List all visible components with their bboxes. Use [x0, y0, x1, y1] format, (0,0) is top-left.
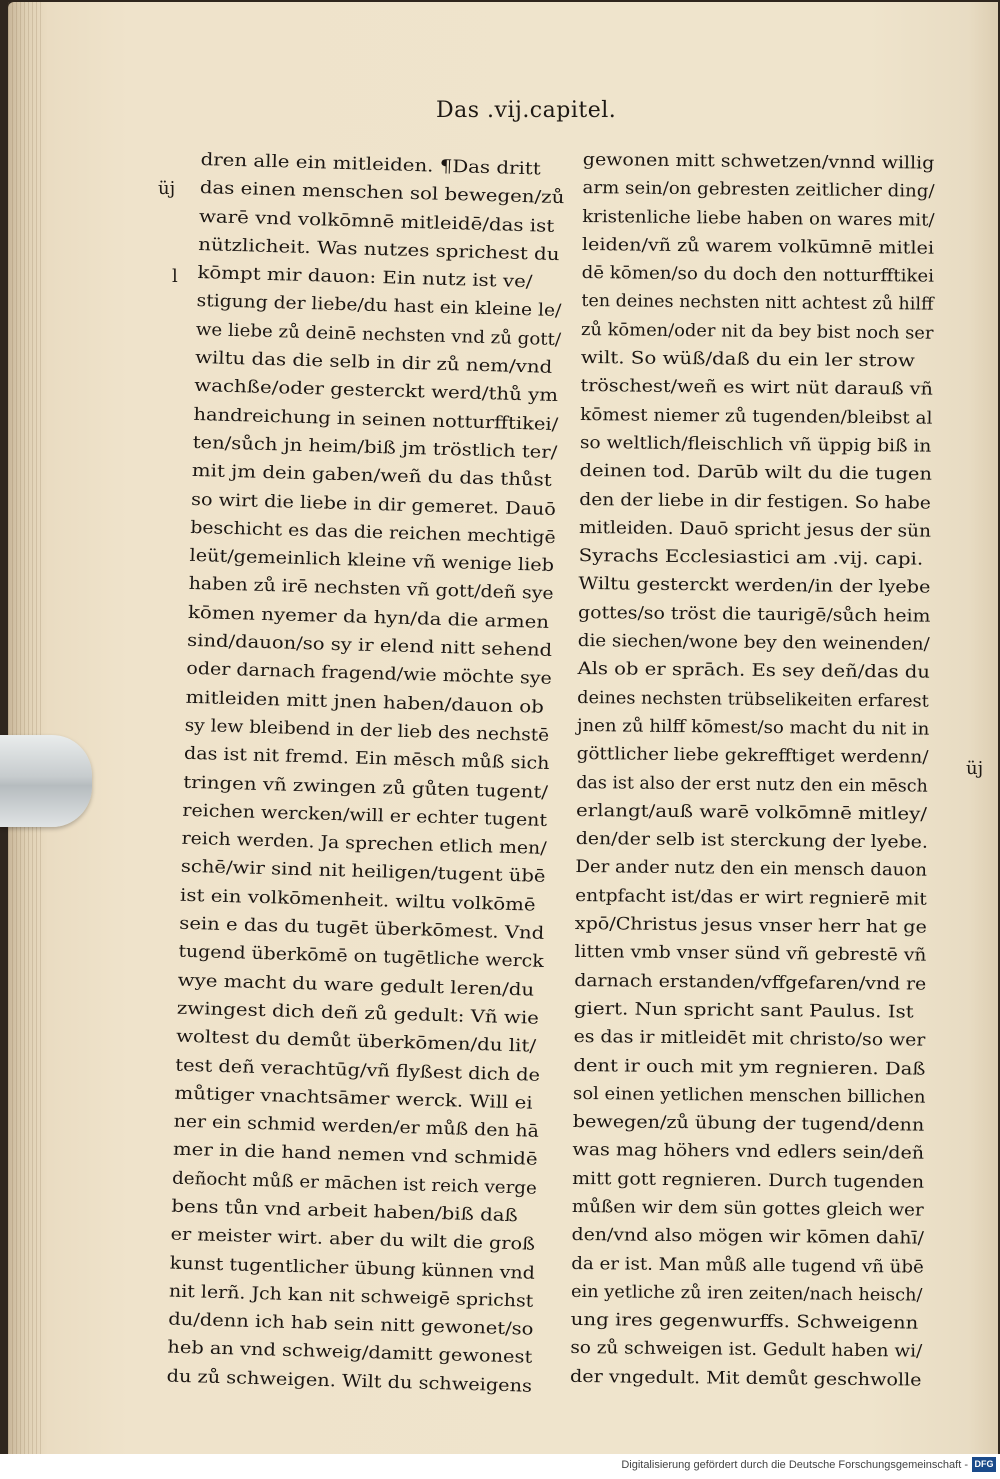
text-line: kristenliche liebe haben on wares mit/ — [582, 206, 935, 231]
text-line: test deñ verachtūg/vñ flyßest dich de — [175, 1055, 541, 1086]
text-line: tröschest/weñ es wirt nüt darauß vñ — [580, 376, 933, 401]
text-line: bewegen/zů übung der tugend/denn — [572, 1112, 925, 1136]
text-line: ten deines nechsten nitt achtest zů hilff — [581, 291, 934, 316]
text-line: den/vnd also mögen wir kōmen dahī/ — [571, 1225, 924, 1249]
text-line: dren alle ein mitleiden. ¶Das dritt — [200, 149, 541, 180]
text-line: deines nechsten trübselikeiten erfarest — [577, 687, 929, 712]
text-line: beschicht es das die reichen mechtigē — [190, 517, 556, 548]
text-line: mitleiden. Dauō spricht jesus der sün — [578, 517, 932, 542]
text-line: den/der selb ist sterckung der lyebe. — [575, 829, 929, 853]
text-line: jnen zů hilff kōmest/so macht du nit in — [576, 715, 930, 740]
right-text-column — [570, 146, 935, 1395]
text-line: schē/wir sind nit heiligen/tugent übē — [180, 857, 546, 888]
text-line: deñocht můß er māchen ist reich verge — [171, 1168, 538, 1199]
text-line: wiltu das die selb in dir zů nem/vnd — [194, 347, 553, 378]
dfg-logo: DFG — [972, 1457, 996, 1472]
text-line: sind/dauon/so sy ir elend nitt sehend — [186, 630, 553, 662]
page-clip — [0, 735, 92, 827]
text-line: můtiger vnachtsāmer werck. Will ei — [174, 1083, 533, 1114]
text-line: we liebe zů deinē nechsten vnd zů gott/ — [195, 319, 562, 350]
text-line: mitt gott regnieren. Durch tugenden — [572, 1168, 925, 1193]
text-line: sol einen yetlichen menschen billichen — [572, 1083, 926, 1108]
text-line: du/denn ich hab sein nitt gewonet/so — [167, 1309, 534, 1340]
text-line: du zů schweigen. Wilt du schweigens — [166, 1366, 533, 1397]
text-line: der vngedult. Mit demůt geschwolle — [570, 1366, 922, 1391]
text-line: Wiltu gesterckt werden/in der lyebe — [578, 574, 931, 599]
text-line: kōmpt mir dauon: Ein nutz ist ve/ — [197, 263, 533, 293]
text-line: můßen wir dem sün gottes gleich wer — [571, 1196, 924, 1221]
text-line: ner ein schmid werden/er můß den hā — [173, 1111, 540, 1142]
text-line: sein e das du tugēt überkōmest. Vnd — [178, 913, 545, 944]
margin-mark-left-1: üj — [158, 178, 176, 199]
text-line: mitleiden mitt jnen haben/dauon ob — [185, 687, 545, 718]
text-line: bens tůn vnd arbeit haben/biß daß — [171, 1196, 519, 1227]
text-line: ein yetliche zů iren zeiten/nach heisch/ — [570, 1281, 923, 1306]
margin-mark-right: üj — [966, 758, 984, 779]
text-line: göttlicher liebe gekrefftiget werdenn/ — [576, 744, 929, 768]
text-line: ist ein volkōmenheit. wiltu volkōmē — [179, 885, 536, 916]
text-line: zů kōmen/oder nit da bey bist noch ser — [580, 319, 934, 344]
running-title: Das .vij.capitel. — [436, 98, 617, 123]
text-line: ung ires gegenwurffs. Schweigenn — [570, 1310, 919, 1334]
text-line: kōmen nyemer da hyn/da die armen — [187, 602, 550, 633]
text-line: nützlicheit. Was nutzes sprichest du — [197, 234, 560, 265]
text-line: gewonen mitt schwetzen/vnnd willig — [582, 149, 935, 174]
text-line: nit lerñ. Jch kan nit schweigē sprichst — [168, 1281, 534, 1312]
text-line: was mag höhers vnd edlers sein/deñ — [572, 1140, 925, 1165]
text-line: warē vnd volkōmnē mitleidē/das ist — [198, 206, 555, 237]
text-line: deinen tod. Darūb wilt du die tugen — [579, 461, 933, 485]
margin-mark-left-2: l — [172, 266, 178, 287]
text-line: sy lew bleibend in der lieb des nechstē — [184, 715, 550, 746]
text-line: erlangt/auß warē volkōmnē mitley/ — [575, 800, 928, 825]
text-line: mit jm dein gaben/weñ du das thůst — [191, 461, 553, 492]
text-line: kunst tugentlicher übung künnen vnd — [169, 1253, 536, 1284]
text-line: es das ir mitleidēt mit christo/so wer — [573, 1027, 926, 1051]
text-line: giert. Nun spricht sant Paulus. Ist — [573, 998, 914, 1023]
text-line: Als ob er sprāch. Es sey deñ/das du — [577, 659, 931, 684]
text-line: die siechen/wone bey den weinenden/ — [577, 631, 930, 655]
text-line: wilt. So wüß/daß du ein ler strow — [580, 348, 915, 372]
text-line: tugend überkōmē on tugētliche werck — [178, 942, 544, 973]
text-line: wachße/oder gesterckt werd/thů ym — [194, 376, 559, 407]
text-line: stigung der liebe/du hast ein kleine le/ — [196, 291, 562, 322]
text-line: tringen vñ zwingen zů gůten tugent/ — [182, 772, 549, 803]
text-line: Syrachs Ecclesiastici am .vij. capi. — [578, 546, 924, 570]
text-line: oder darnach fragend/wie möchte sye — [186, 659, 553, 690]
footer-credit: Digitalisierung gefördert durch die Deutsche Forschungsgemeinschaft - — [621, 1459, 968, 1471]
page-edge-stack — [8, 2, 44, 1454]
text-line: Der ander nutz den ein mensch dauon — [575, 857, 928, 882]
text-line: wye macht du ware gedult leren/du — [177, 970, 535, 1001]
text-line: mer in die hand nemen vnd schmidē — [172, 1140, 538, 1171]
text-line: dent ir ouch mit ym regnieren. Daß — [573, 1055, 926, 1080]
text-line: das einen menschen sol bewegen/zů — [199, 178, 565, 209]
text-line: arm sein/on gebresten zeitlicher ding/ — [582, 178, 935, 202]
text-line: so wirt die liebe in dir gemeret. Dauō — [190, 489, 557, 520]
text-line: so weltlich/fleischlich vñ üppig biß in — [579, 432, 932, 457]
text-line: darnach erstanden/vffgefaren/vnd re — [574, 970, 927, 995]
text-line: litten vmb vnser sünd vñ gebrestē vñ — [574, 942, 927, 966]
text-line: dē kōmen/so du doch den notturfftikei — [581, 263, 935, 287]
text-line: haben zů irē nechsten vñ gott/deñ sye — [188, 574, 554, 605]
text-line: kōmest niemer zů tugenden/bleibst al — [580, 404, 933, 429]
text-line: xpō/Christus jesus vnser herr hat ge — [574, 913, 927, 938]
text-line: gottes/so tröst die taurigē/sůch heim — [578, 602, 931, 627]
text-line: reichen wercken/will er echter tugent — [182, 800, 548, 831]
text-line: heb an vnd schweig/damitt gewonest — [167, 1338, 533, 1369]
text-line: da er ist. Man můß alle tugend vñ übē — [571, 1253, 924, 1278]
text-line: reich werden. Ja sprechen etlich men/ — [181, 828, 547, 860]
text-line: leüt/gemeinlich kleine vñ wenige lieb — [189, 546, 555, 577]
text-line: das ist nit fremd. Ein mēsch můß sich — [183, 744, 550, 775]
text-line: entpfacht ist/das er wirt regnierē mit — [575, 885, 927, 910]
text-line: zwingest dich deñ zů gedult: Vñ wie — [176, 998, 540, 1029]
text-line: handreichung in seinen notturfftikei/ — [193, 404, 559, 435]
text-line: ten/sůch jn heim/biß jm tröstlich ter/ — [192, 432, 558, 464]
text-line: den der liebe in dir festigen. So habe — [579, 489, 931, 514]
left-text-column — [166, 146, 565, 1400]
text-line: das ist also der erst nutz den ein mēsch — [576, 772, 928, 797]
text-line: leiden/vñ zů warem volkūmnē mitlei — [581, 234, 935, 259]
text-line: so zů schweigen ist. Gedult haben wi/ — [570, 1338, 923, 1363]
text-line: woltest du demůt überkōmen/du lit/ — [175, 1026, 537, 1057]
text-line: er meister wirt. aber du wilt die groß — [170, 1224, 536, 1256]
